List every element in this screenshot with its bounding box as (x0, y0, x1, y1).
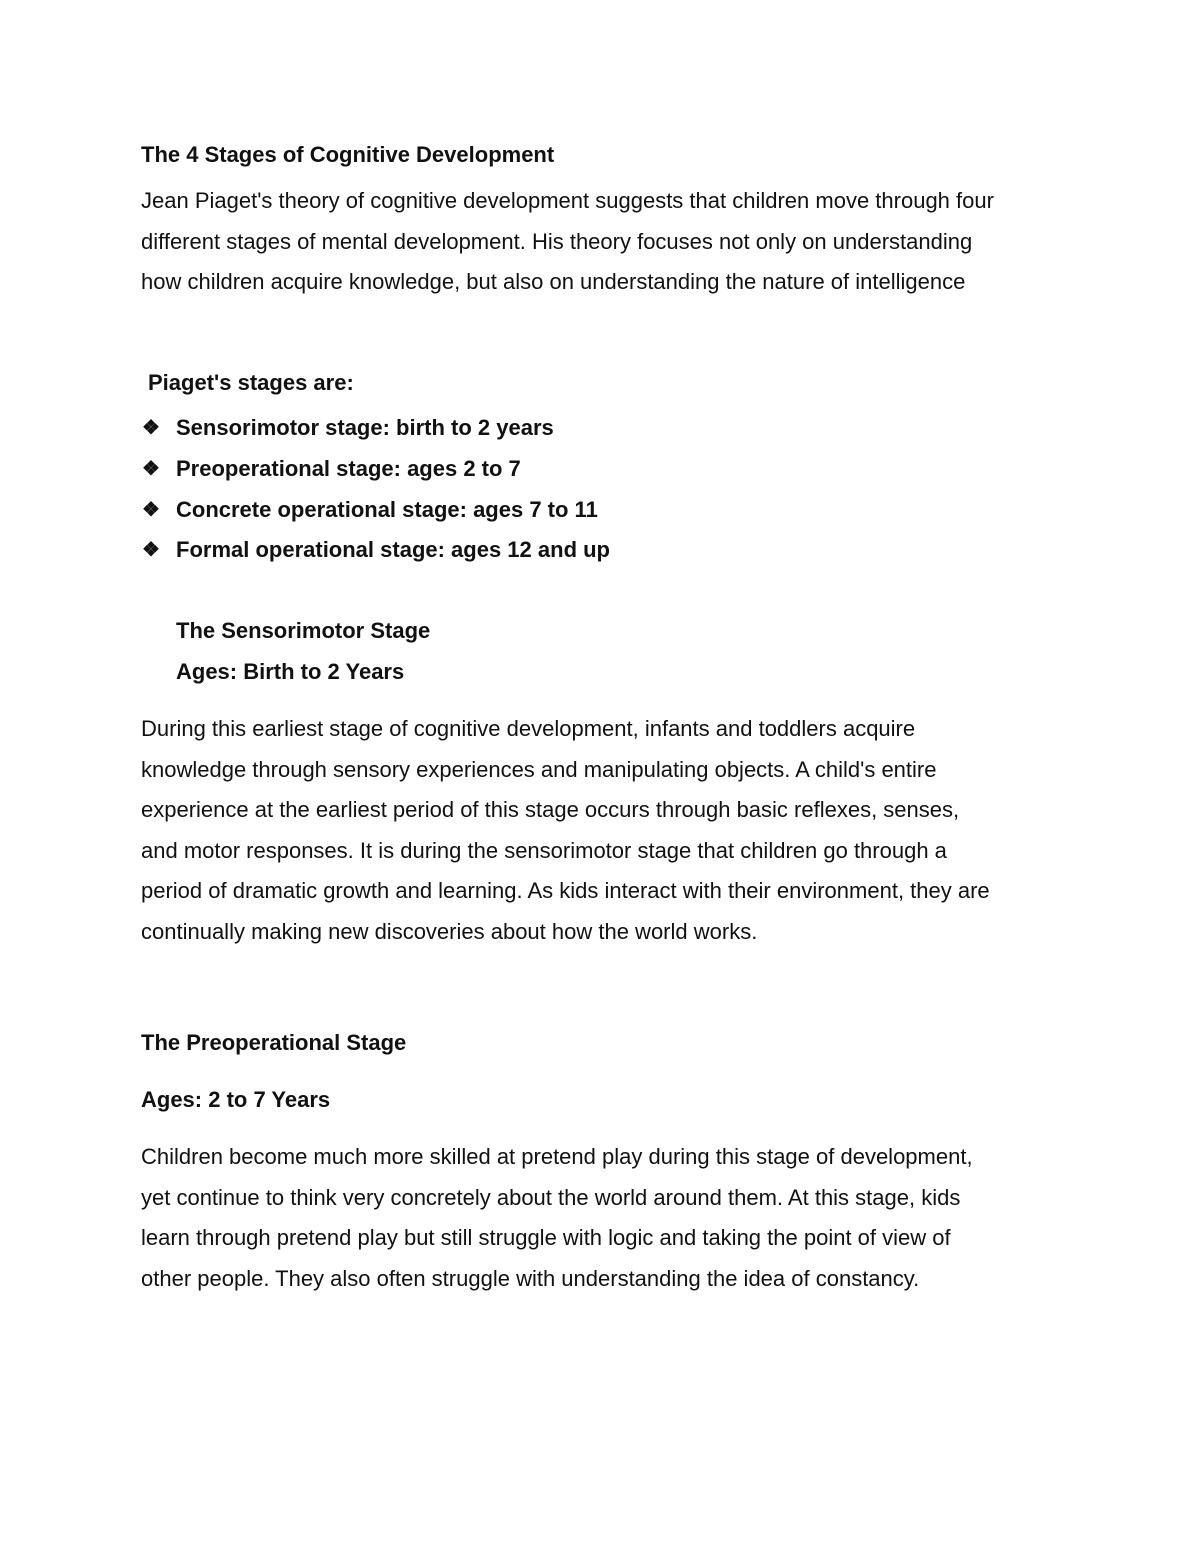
paragraph-line: learn through pretend play but still struggle with logic and taking the point of view of (141, 1225, 951, 1250)
preoperational-heading: The Preoperational Stage (141, 1030, 407, 1055)
paragraph-line: experience at the earliest period of this stage occurs through basic reflexes, senses, (141, 797, 960, 822)
preoperational-ages: Ages: 2 to 7 Years (141, 1087, 331, 1112)
paragraph-line: and motor responses. It is during the sensorimotor stage that children go through a (141, 837, 947, 863)
stage-label: Concrete operational stage: ages 7 to 11 (176, 496, 598, 522)
list-item (141, 489, 610, 530)
stage-label: Sensorimotor stage: birth to 2 years (176, 415, 554, 441)
paragraph-line: knowledge through sensory experiences and manipulating objects. A child's entire (141, 756, 937, 782)
intro-paragraph (141, 181, 994, 303)
list-item (141, 408, 610, 449)
sensorimotor-heading: The Sensorimotor Stage (176, 618, 431, 643)
intro-line: different stages of mental development. His theory focuses not only on understanding (141, 228, 973, 254)
document-title: The 4 Stages of Cognitive Development (141, 142, 555, 167)
intro-line: Jean Piaget's theory of cognitive development suggests that children move through four (141, 188, 994, 213)
list-item (141, 449, 610, 490)
diamond-bullet-icon: ❖ (142, 539, 160, 562)
stage-label: Preoperational stage: ages 2 to 7 (176, 456, 521, 482)
paragraph-line: other people. They also often struggle with understanding the idea of constancy. (141, 1265, 920, 1291)
diamond-bullet-icon: ❖ (142, 458, 160, 481)
paragraph-line: period of dramatic growth and learning. As kids interact with their environment, they are (141, 878, 990, 903)
paragraph-line: continually making new discoveries about how the world works. (141, 918, 758, 944)
stage-label: Formal operational stage: ages 12 and up (176, 537, 610, 563)
sensorimotor-ages: Ages: Birth to 2 Years (176, 659, 405, 684)
paragraph-line: yet continue to think very concretely about the world around them. At this stage, kids (141, 1184, 961, 1210)
diamond-bullet-icon: ❖ (142, 498, 160, 521)
paragraph-line: Children become much more skilled at pretend play during this stage of development, (141, 1144, 973, 1169)
list-item (141, 530, 610, 571)
intro-line: how children acquire knowledge, but also on understanding the nature of intelligence (141, 269, 966, 294)
stages-heading: Piaget's stages are: (148, 370, 354, 395)
preoperational-paragraph (141, 1137, 973, 1299)
stages-list (141, 408, 610, 571)
sensorimotor-paragraph (141, 709, 990, 952)
paragraph-line: During this earliest stage of cognitive development, infants and toddlers acquire (141, 716, 916, 741)
diamond-bullet-icon: ❖ (142, 417, 160, 440)
